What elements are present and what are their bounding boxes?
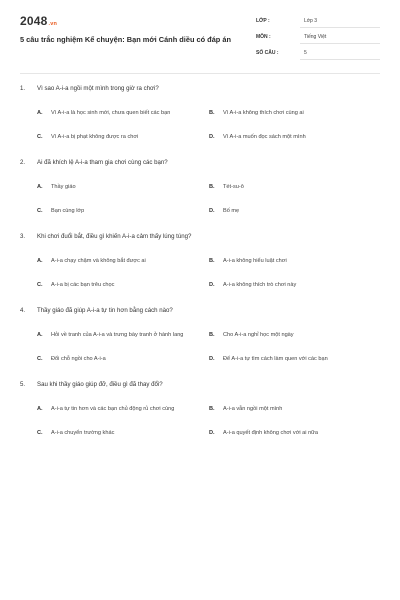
meta-info (256, 14, 380, 62)
option-a[interactable] (37, 401, 209, 417)
option-c[interactable] (37, 129, 209, 145)
document-title: 5 câu trắc nghiệm Kể chuyện: Bạn mới Cánh diều có đáp án (20, 35, 232, 44)
option-letter: A. (37, 184, 43, 190)
question-number: 1. (20, 85, 26, 92)
option-letter: C. (37, 430, 43, 436)
option-letter: A. (37, 406, 43, 412)
option-grid (20, 401, 380, 441)
option-grid (20, 253, 380, 293)
meta-value: Lớp 3 (304, 18, 318, 24)
option-text: A-i-a chạy chậm và không bắt được ai (51, 258, 146, 264)
option-letter: B. (209, 184, 215, 190)
meta-value: Tiếng Việt (304, 34, 327, 40)
option-letter: C. (37, 282, 43, 288)
option-d[interactable] (209, 129, 397, 145)
option-a[interactable] (37, 179, 209, 195)
option-letter: D. (209, 356, 215, 362)
option-letter: B. (209, 406, 215, 412)
question-4 (20, 304, 380, 367)
question-number: 2. (20, 159, 26, 166)
meta-label: SỐ CÂU : (256, 50, 279, 56)
option-letter: D. (209, 282, 215, 288)
option-letter: B. (209, 332, 215, 338)
meta-underline (300, 27, 380, 28)
question-2 (20, 156, 380, 219)
question-text (20, 82, 380, 95)
page-header (20, 14, 380, 72)
option-b[interactable] (209, 105, 397, 121)
option-letter: A. (37, 110, 43, 116)
logo-suffix-text: .vn (48, 21, 58, 27)
question-text (20, 378, 380, 391)
question-prompt: Vì sao A-i-a ngồi một mình trong giờ ra chơi? (37, 85, 159, 92)
question-text (20, 304, 380, 317)
meta-value: 5 (304, 50, 307, 56)
option-letter: C. (37, 134, 43, 140)
header-divider (20, 73, 380, 74)
option-text: Vì A-i-a bị phạt không được ra chơi (51, 134, 139, 140)
option-d[interactable] (209, 351, 397, 367)
option-letter: C. (37, 208, 43, 214)
option-text: Vì A-i-a muốn đọc sách một mình (223, 134, 306, 140)
question-5 (20, 378, 380, 441)
option-grid (20, 327, 380, 367)
option-c[interactable] (37, 425, 209, 441)
question-1 (20, 82, 380, 145)
option-text: Cho A-i-a nghỉ học một ngày (223, 332, 294, 338)
option-text: Tét-su-ô (223, 184, 244, 190)
option-letter: D. (209, 208, 215, 214)
option-a[interactable] (37, 105, 209, 121)
meta-label: LỚP : (256, 18, 270, 24)
option-b[interactable] (209, 401, 397, 417)
question-prompt: Thầy giáo đã giúp A-i-a tự tin hơn bằng cách nào? (37, 307, 173, 314)
option-text: A-i-a quyết định không chơi với ai nữa (223, 430, 319, 436)
question-text (20, 156, 380, 169)
question-text (20, 230, 380, 243)
option-letter: D. (209, 134, 215, 140)
option-c[interactable] (37, 351, 209, 367)
option-text: Vì A-i-a không thích chơi cùng ai (223, 110, 304, 116)
meta-underline (300, 43, 380, 44)
option-letter: C. (37, 356, 43, 362)
option-text: Bố mẹ (223, 208, 240, 214)
option-text: A-i-a không hiểu luật chơi (223, 258, 287, 264)
meta-label: MÔN : (256, 34, 271, 40)
question-number: 3. (20, 233, 26, 240)
option-letter: A. (37, 332, 43, 338)
option-text: Vì A-i-a là học sinh mới, chưa quen biết các bạn (51, 110, 171, 116)
question-number: 5. (20, 381, 26, 388)
option-d[interactable] (209, 203, 397, 219)
option-a[interactable] (37, 327, 209, 343)
option-text: A-i-a vẫn ngồi một mình (223, 406, 283, 412)
option-text: Thầy giáo (51, 184, 76, 190)
question-prompt: Ai đã khích lệ A-i-a tham gia chơi cùng các bạn? (37, 159, 168, 166)
question-prompt: Khi chơi đuổi bắt, điều gì khiến A-i-a cảm thấy lúng túng? (37, 233, 192, 240)
option-d[interactable] (209, 277, 397, 293)
option-text: Hỏi về tranh của A-i-a và trưng bày tranh ở hành lang (51, 332, 184, 338)
option-letter: D. (209, 430, 215, 436)
logo-main-text: 2048 (20, 14, 48, 28)
option-b[interactable] (209, 327, 397, 343)
option-grid (20, 179, 380, 219)
option-text: Để A-i-a tự tìm cách làm quen với các bạn (223, 356, 328, 362)
option-c[interactable] (37, 277, 209, 293)
option-c[interactable] (37, 203, 209, 219)
option-text: A-i-a không thích trò chơi này (223, 282, 297, 288)
site-logo[interactable] (20, 14, 57, 28)
question-prompt: Sau khi thầy giáo giúp đỡ, điều gì đã thay đổi? (37, 381, 163, 388)
option-letter: A. (37, 258, 43, 264)
option-letter: B. (209, 258, 215, 264)
meta-row-class (256, 14, 380, 30)
question-3 (20, 230, 380, 293)
option-text: A-i-a bị các bạn trêu chọc (51, 282, 115, 288)
meta-underline (300, 59, 380, 60)
option-grid (20, 105, 380, 145)
option-b[interactable] (209, 179, 397, 195)
option-text: A-i-a chuyển trường khác (51, 430, 115, 436)
option-d[interactable] (209, 425, 397, 441)
option-b[interactable] (209, 253, 397, 269)
option-letter: B. (209, 110, 215, 116)
option-text: Đổi chỗ ngồi cho A-i-a (51, 356, 106, 362)
question-list (20, 82, 380, 441)
question-number: 4. (20, 307, 26, 314)
meta-row-subject (256, 30, 380, 46)
option-a[interactable] (37, 253, 209, 269)
option-text: A-i-a tự tin hơn và các bạn chủ động rủ chơi cùng (51, 406, 175, 412)
meta-row-count (256, 46, 380, 62)
option-text: Bạn cùng lớp (51, 208, 85, 214)
